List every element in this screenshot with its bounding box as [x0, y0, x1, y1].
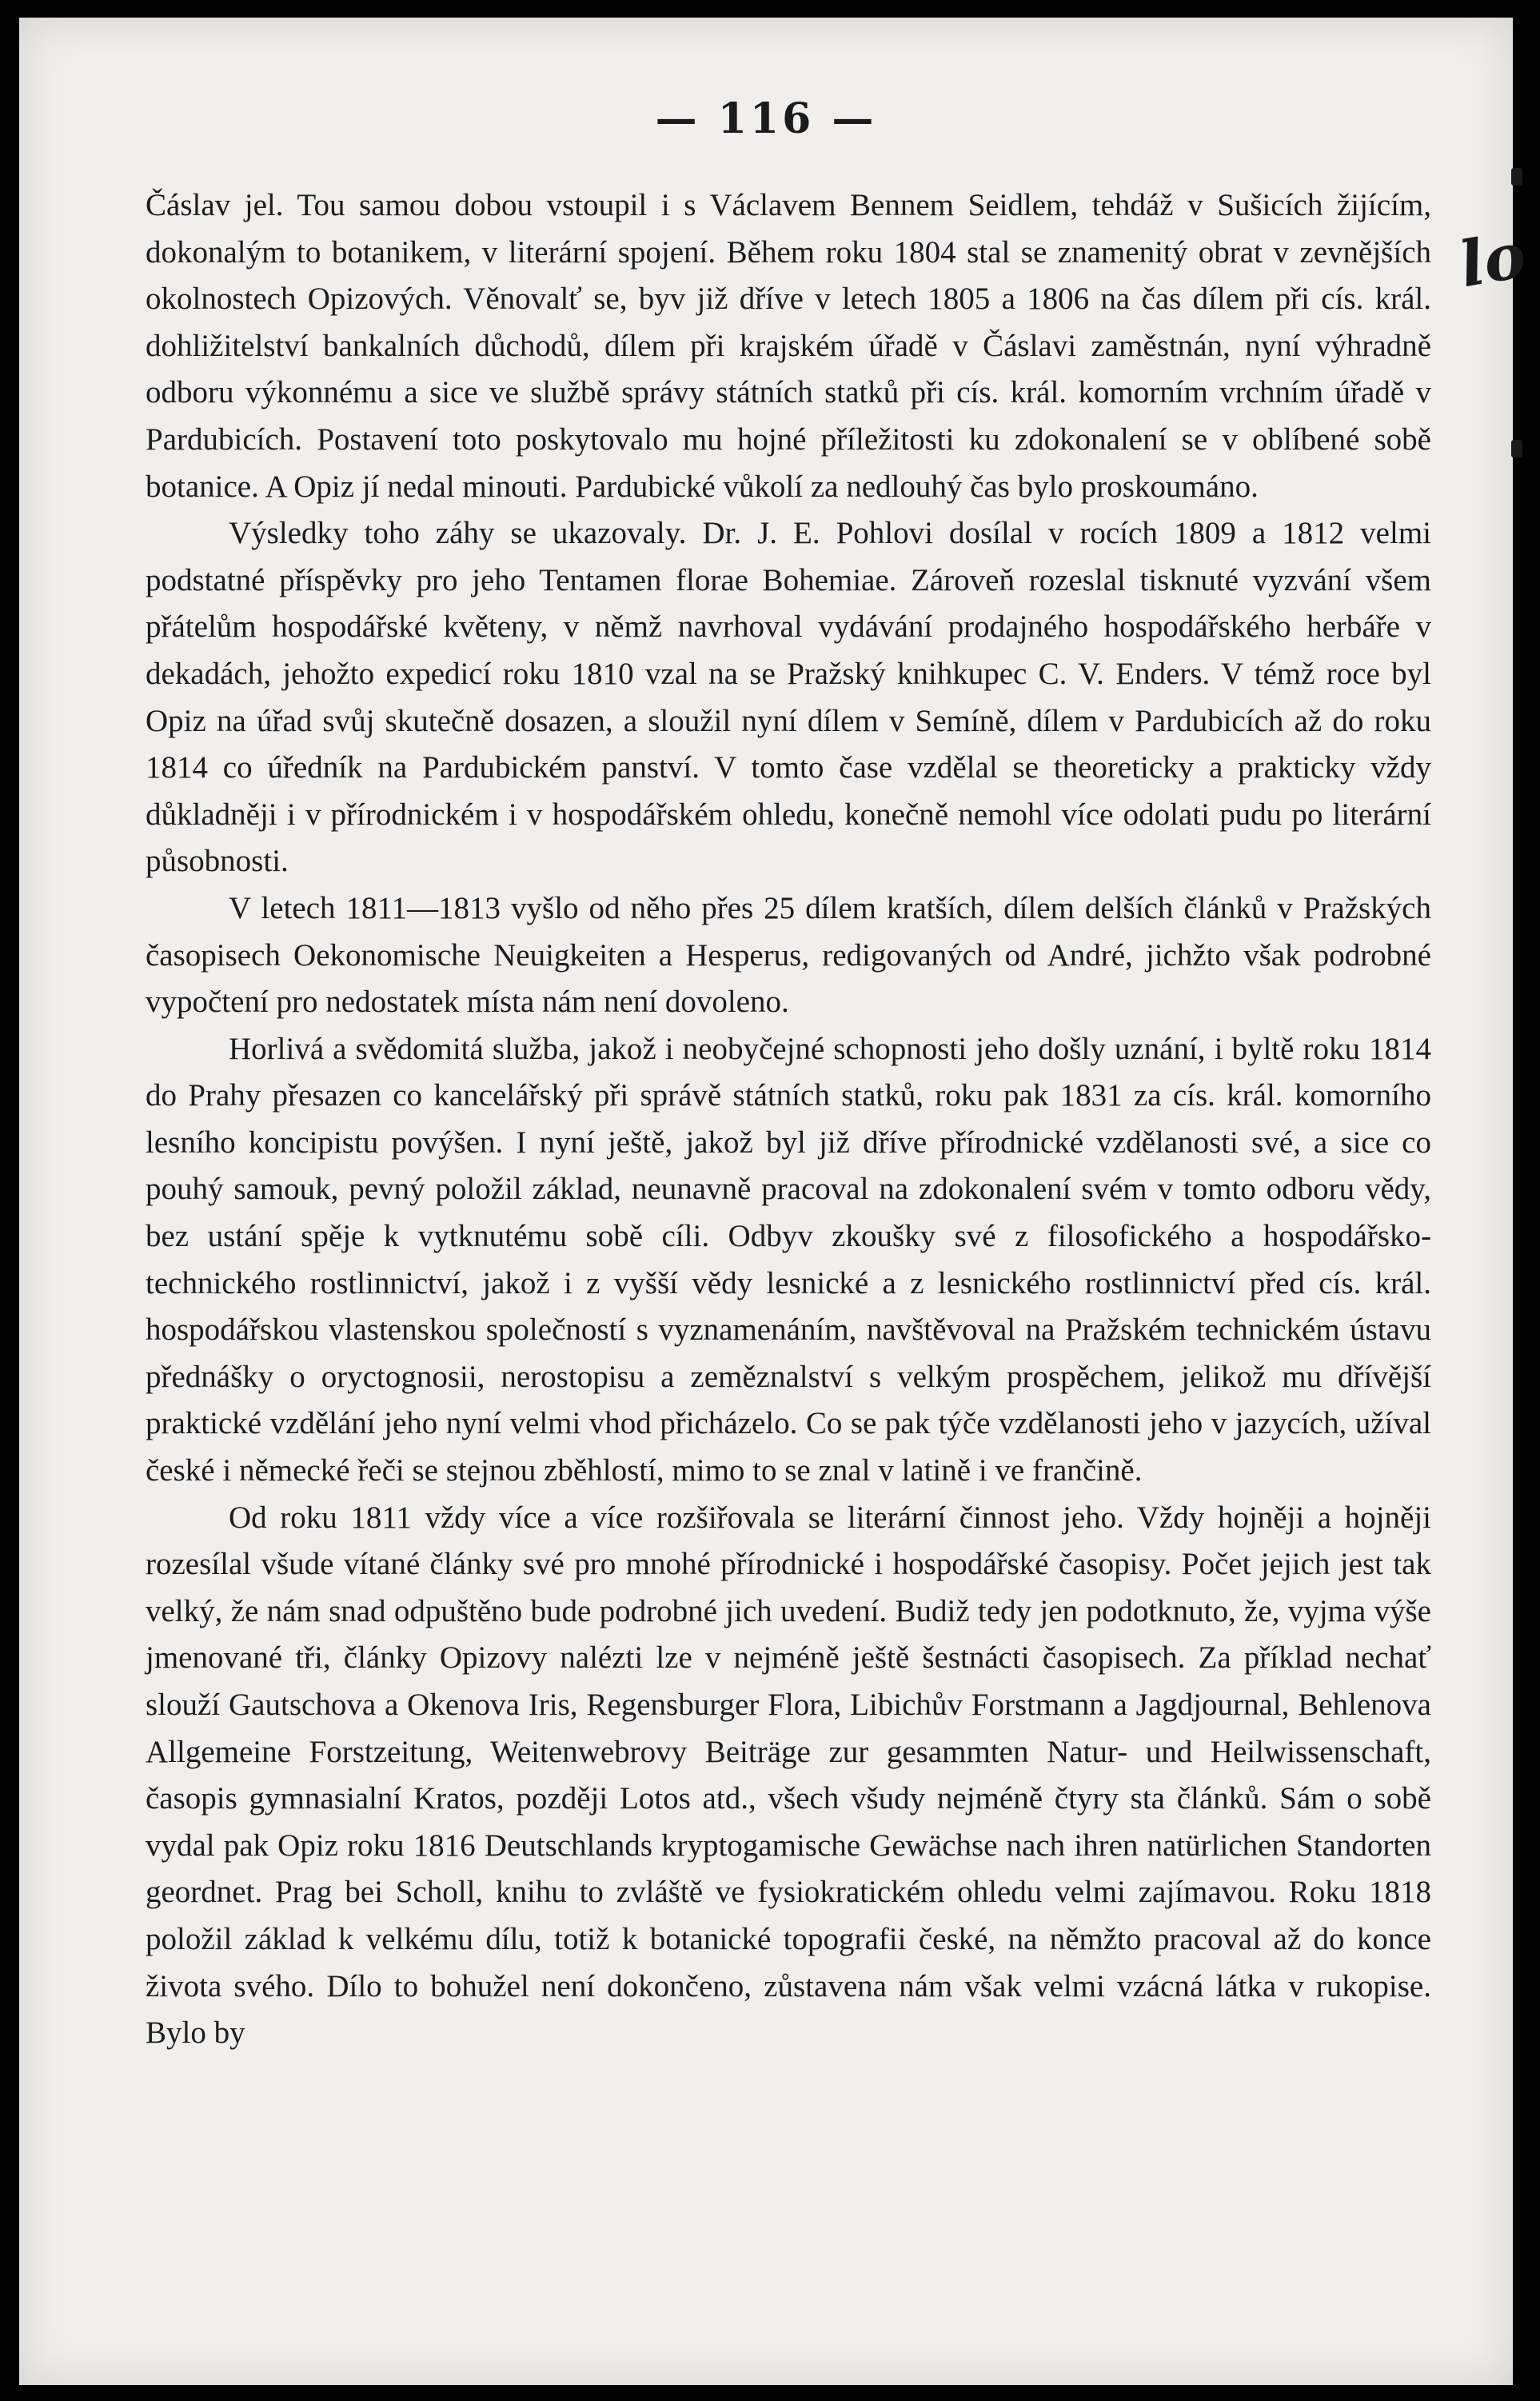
paragraph-3: V letech 1811—1813 vyšlo od něho přes 25 dílem kratších, dílem delších článků v Pražských časopisech Oekonomische Neuigkeiten a Hesperus, redigovaných od André, jichžto však podrobné vypočtení pro nedostatek místa nám není dovoleno.: [146, 890, 1431, 1020]
handwritten-margin-note: lo: [1454, 218, 1531, 302]
book-page: [19, 18, 1531, 2385]
scan-edge-mark: [1511, 168, 1522, 186]
paragraph-5: Od roku 1811 vždy více a více rozšiřovala se literární činnost jeho. Vždy hojněji a hojněji rozesílal všude vítané články své pro mnohé přírodnické i hospodářské časopisy. Počet jejich jest tak velký, že nám snad odpuštěno bude podrobné jich uvedení. Budiž tedy jen podotknuto, že, vyjma výše jmenované tři, články Opizovy nalézti lze v nejméně ještě šestnácti časopisech. Za příklad nechať slouží Gautschova a Okenova Iris, Regensburger Flora, Libichův Forstmann a Jagdjournal, Behlenova Allgemeine Forstzeitung, Weitenwebrovy Beiträge zur gesammten Natur- und Heilwissenschaft, časopis gymnasialní Kratos, později Lotos atd., všech všudy nejméně čtyry sta článků. Sám o sobě vydal pak Opiz roku 1816 Deutschlands kryptogamische Gewächse nach ihren natürlichen Standorten geordnet. Prag bei Scholl, knihu to zvláště ve fysiokratickém ohledu velmi zajímavou. Roku 1818 položil základ k velkému dílu, totiž k botanické topografii české, na němžto pracoval až do konce života svého. Dílo to bohužel není dokončeno, zůstavena nám však velmi vzácná látka v rukopise. Bylo by: [146, 1500, 1431, 2051]
paragraph-2: Výsledky toho záhy se ukazovaly. Dr. J. E. Pohlovi dosílal v rocích 1809 a 1812 velmi podstatné příspěvky pro jeho Tentamen florae Bohemiae. Zároveň rozeslal tisknuté vyzvání všem přátelům hospodářské květeny, v němž navrhoval vydávání prodajného hospodářského herbáře v dekadách, jehožto expedicí roku 1810 vzal na se Pražský knihkupec C. V. Enders. V témž roce byl Opiz na úřad svůj skutečně dosazen, a sloužil nyní dílem v Semíně, dílem v Pardubicích až do roku 1814 co úředník na Pardubickém panství. V tomto čase vzdělal se theoreticky a prakticky vždy důkladněji i v přírodnickém i v hospodářském ohledu, konečně nemohl více odolati pudu po literární působnosti.: [146, 516, 1431, 879]
paragraph-4: Horlivá a svědomitá služba, jakož i neobyčejné schopnosti jeho došly uznání, i byltě roku 1814 do Prahy přesazen co kancelářský při správě státních statků, roku pak 1831 za cís. král. komorního lesního koncipistu povýšen. I nyní ještě, jakož byl již dříve přírodnické vzdělanosti své, a sice co pouhý samouk, pevný položil základ, neunavně pracoval na zdokonalení svém v tomto odboru vědy, bez ustání spěje k vytknutému sobě cíli. Odbyv zkoušky své z filosofického a hospodářsko-technického rostlinnictví, jakož i z vyšší vědy lesnické a z lesnického rostlinnictví před cís. král. hospodářskou vlastenskou společností s vyznamenáním, navštěvoval na Pražském technickém ústavu přednášky o oryctognosii, nerostopisu a zeměznalství s velkým prospěchem, jelikož mu dřívější praktické vzdělání jeho nyní velmi vhod přicházelo. Co se pak týče vzdělanosti jeho v jazycích, užíval české i německé řeči se stejnou zběhlostí, mimo to se znal v latině i ve frančině.: [146, 1031, 1431, 1488]
scan-edge-mark: [1511, 440, 1522, 457]
body-text: [146, 182, 1431, 2057]
paragraph-1: Čáslav jel. Tou samou dobou vstoupil i s Václavem Bennem Seidlem, tehdáž v Sušicích žijícím, dokonalým to botanikem, v literární spojení. Během roku 1804 stal se znamenitý obrat v zevnějších okolnostech Opizových. Věnovalť se, byv již dříve v letech 1805 a 1806 na čas dílem při cís. král. dohližitelství bankalních důchodů, dílem při krajském úřadě v Čáslavi zaměstnán, nyní výhradně odboru výkonnému a sice ve službě správy státních statků při cís. král. komorním vrchním úřadě v Pardubicích. Postavení toto poskytovalo mu hojné příležitosti ku zdokonalení se v oblíbené sobě botanice. A Opiz jí nedal minouti. Pardubické vůkolí za nedlouhý čas bylo proskoumáno.: [146, 188, 1431, 504]
page-number: — 116 —: [655, 94, 877, 143]
